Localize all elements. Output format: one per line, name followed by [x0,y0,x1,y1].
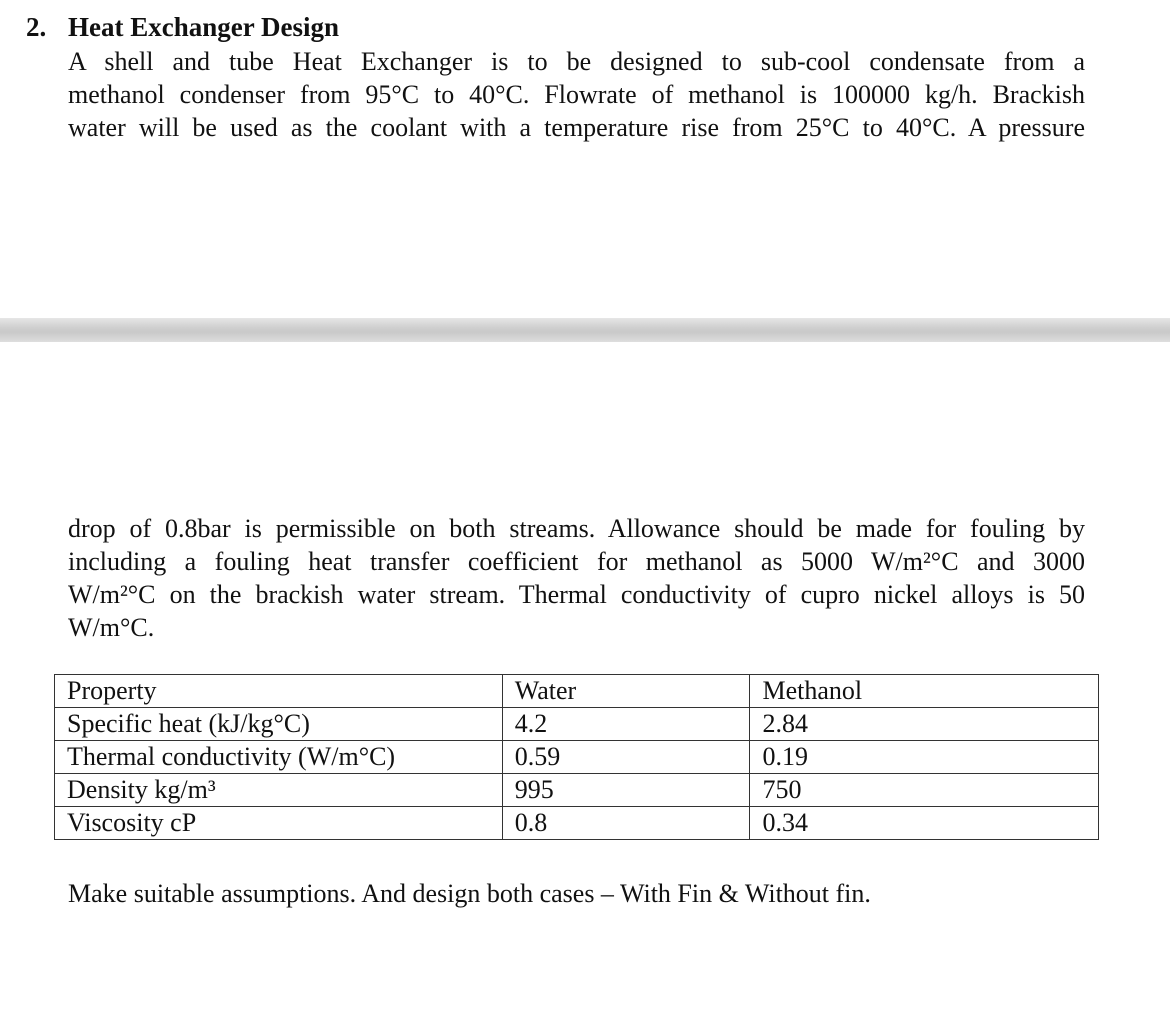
instructions-footer: Make suitable assumptions. And design both cases – With Fin & Without fin. [68,879,871,908]
water-value-cell: 0.8 [502,807,750,840]
header-property: Property [55,675,503,708]
header-water: Water [502,675,750,708]
statement-line: W/m°C. [68,613,155,642]
property-cell: Density kg/m³ [55,774,503,807]
question-number: 2. [26,12,47,42]
statement-line: drop of 0.8bar is permissible on both streams. Allowance should be made for fouling by [68,514,1085,543]
statement-line: W/m²°C on the brackish water stream. Thermal conductivity of cupro nickel alloys is 50 [68,580,1085,609]
table-row [55,774,1099,807]
page-divider [0,318,1170,342]
water-value-cell: 995 [502,774,750,807]
header-methanol: Methanol [750,675,1099,708]
statement-line: methanol condenser from 95°C to 40°C. Flowrate of methanol is 100000 kg/h. Brackish [68,80,1085,109]
methanol-value-cell: 750 [750,774,1099,807]
property-cell: Specific heat (kJ/kg°C) [55,708,503,741]
property-cell: Viscosity cP [55,807,503,840]
water-value-cell: 0.59 [502,741,750,774]
property-cell: Thermal conductivity (W/m°C) [55,741,503,774]
methanol-value-cell: 0.34 [750,807,1099,840]
problem-statement-part-2 [68,512,1085,644]
water-value-cell: 4.2 [502,708,750,741]
question-heading [26,10,339,44]
properties-table [54,674,1099,840]
statement-line: A shell and tube Heat Exchanger is to be designed to sub-cool condensate from a [68,47,1085,76]
statement-line: water will be used as the coolant with a temperature rise from 25°C to 40°C. A pressure [68,113,1085,142]
statement-line: including a fouling heat transfer coefficient for methanol as 5000 W/m²°C and 3000 [68,547,1085,576]
table-row [55,741,1099,774]
table-header-row [55,675,1099,708]
table-row [55,708,1099,741]
problem-statement-part-1 [68,45,1085,144]
methanol-value-cell: 0.19 [750,741,1099,774]
table-row [55,807,1099,840]
question-title: Heat Exchanger Design [68,12,339,42]
methanol-value-cell: 2.84 [750,708,1099,741]
